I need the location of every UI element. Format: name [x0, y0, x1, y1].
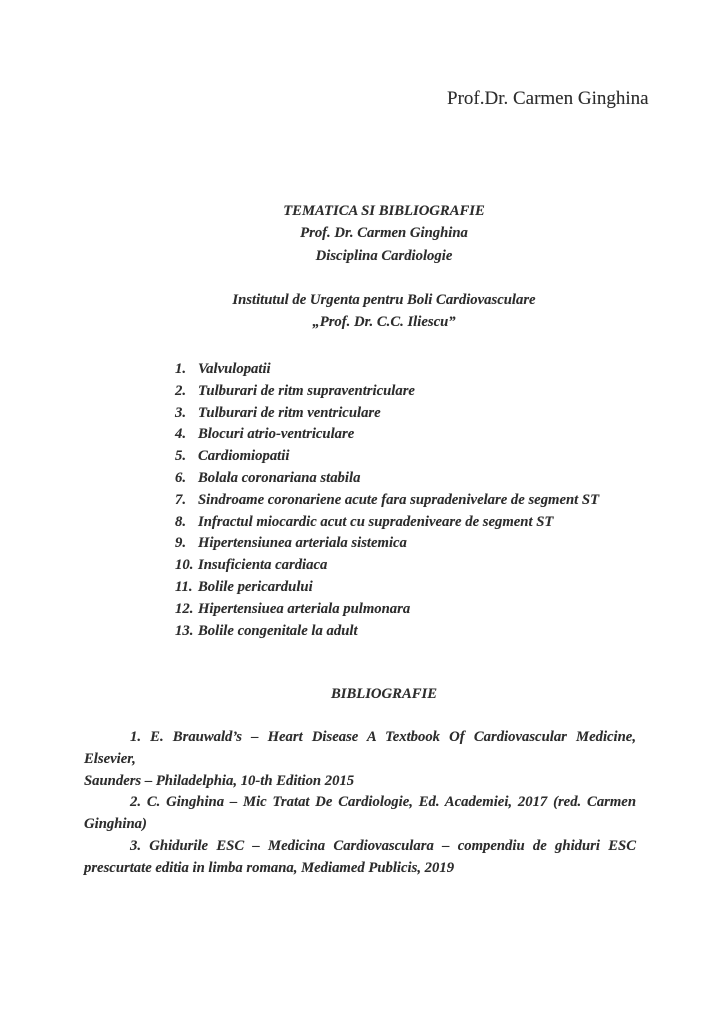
- topic-text: Bolile congenitale la adult: [198, 622, 358, 639]
- topic-number: 13.: [175, 622, 194, 639]
- bibliography-entry-line: prescurtate editia in limba romana, Mediamed Publicis, 2019: [84, 859, 455, 876]
- topic-text: Hipertensiuea arteriala pulmonara: [198, 600, 411, 617]
- topic-number: 6.: [175, 469, 187, 486]
- topic-item: [175, 424, 715, 446]
- topic-item: [175, 446, 715, 468]
- bibliography-entry: [84, 836, 636, 880]
- author-header: Prof.Dr. Carmen Ginghina: [447, 88, 649, 109]
- document-title: TEMATICA SI BIBLIOGRAFIE: [283, 203, 485, 219]
- bibliography-entry: [84, 727, 636, 792]
- topic-number: 2.: [175, 382, 187, 399]
- topic-text: Insuficienta cardiaca: [198, 557, 328, 574]
- topic-number: 10.: [175, 557, 194, 574]
- topic-number: 12.: [175, 600, 194, 617]
- bibliography-entry-line: 3. Ghidurile ESC – Medicina Cardiovasculara – compendiu de ghiduri ESC: [130, 837, 636, 854]
- institution-block: [132, 289, 636, 334]
- document-author: Prof. Dr. Carmen Ginghina: [300, 225, 468, 242]
- bibliography-entry-line: 2. C. Ginghina – Mic Tratat De Cardiologie, Ed. Academiei, 2017 (red. Carmen: [130, 794, 636, 811]
- institution-name: Institutul de Urgenta pentru Boli Cardiovasculare: [232, 292, 536, 308]
- topic-item: [175, 359, 715, 381]
- topic-item: [175, 468, 715, 490]
- topic-number: 3.: [175, 404, 187, 421]
- topic-text: Sindroame coronariene acute fara supradenivelare de segment ST: [198, 491, 600, 508]
- topic-text: Tulburari de ritm supraventriculare: [198, 382, 415, 399]
- bibliography-entries: [84, 727, 636, 880]
- topic-number: 11.: [175, 578, 193, 595]
- topic-text: Infractul miocardic acut cu supradeniveare de segment ST: [198, 513, 554, 530]
- topic-item: [175, 621, 715, 643]
- topic-text: Hipertensiunea arteriala sistemica: [198, 535, 407, 552]
- topic-text: Bolala coronariana stabila: [198, 469, 361, 486]
- title-block: [132, 200, 636, 267]
- topic-text: Blocuri atrio-ventriculare: [198, 426, 355, 443]
- bibliography-entry: [84, 792, 636, 836]
- topic-item: [175, 512, 715, 534]
- document-discipline: Disciplina Cardiologie: [315, 247, 453, 264]
- topic-item: [175, 599, 715, 621]
- topic-number: 1.: [175, 361, 187, 377]
- bibliography-entry-line: Ginghina): [84, 816, 147, 833]
- topic-text: Bolile pericardului: [198, 578, 313, 595]
- topic-item: [175, 403, 715, 425]
- topic-number: 9.: [175, 535, 187, 552]
- topic-item: [175, 490, 715, 512]
- topic-item: [175, 381, 715, 403]
- topics-list: [175, 359, 715, 642]
- topic-number: 8.: [175, 513, 187, 530]
- bibliography-entry-line: Saunders – Philadelphia, 10-th Edition 2015: [84, 772, 355, 789]
- institution-patron: „Prof. Dr. C.C. Iliescu”: [312, 314, 456, 331]
- topic-number: 5.: [175, 448, 187, 465]
- topic-item: [175, 555, 715, 577]
- topic-number: 4.: [175, 426, 187, 443]
- bibliography-heading: BIBLIOGRAFIE: [330, 686, 438, 702]
- topic-number: 7.: [175, 491, 187, 508]
- bibliography-entry-line: 1. E. Brauwald’s – Heart Disease A Textbook Of Cardiovascular Medicine, Elsevier,: [84, 729, 636, 767]
- topic-text: Cardiomiopatii: [198, 448, 290, 465]
- topic-text: Valvulopatii: [198, 361, 271, 377]
- topic-item: [175, 577, 715, 599]
- topic-text: Tulburari de ritm ventriculare: [198, 404, 381, 421]
- topic-item: [175, 533, 715, 555]
